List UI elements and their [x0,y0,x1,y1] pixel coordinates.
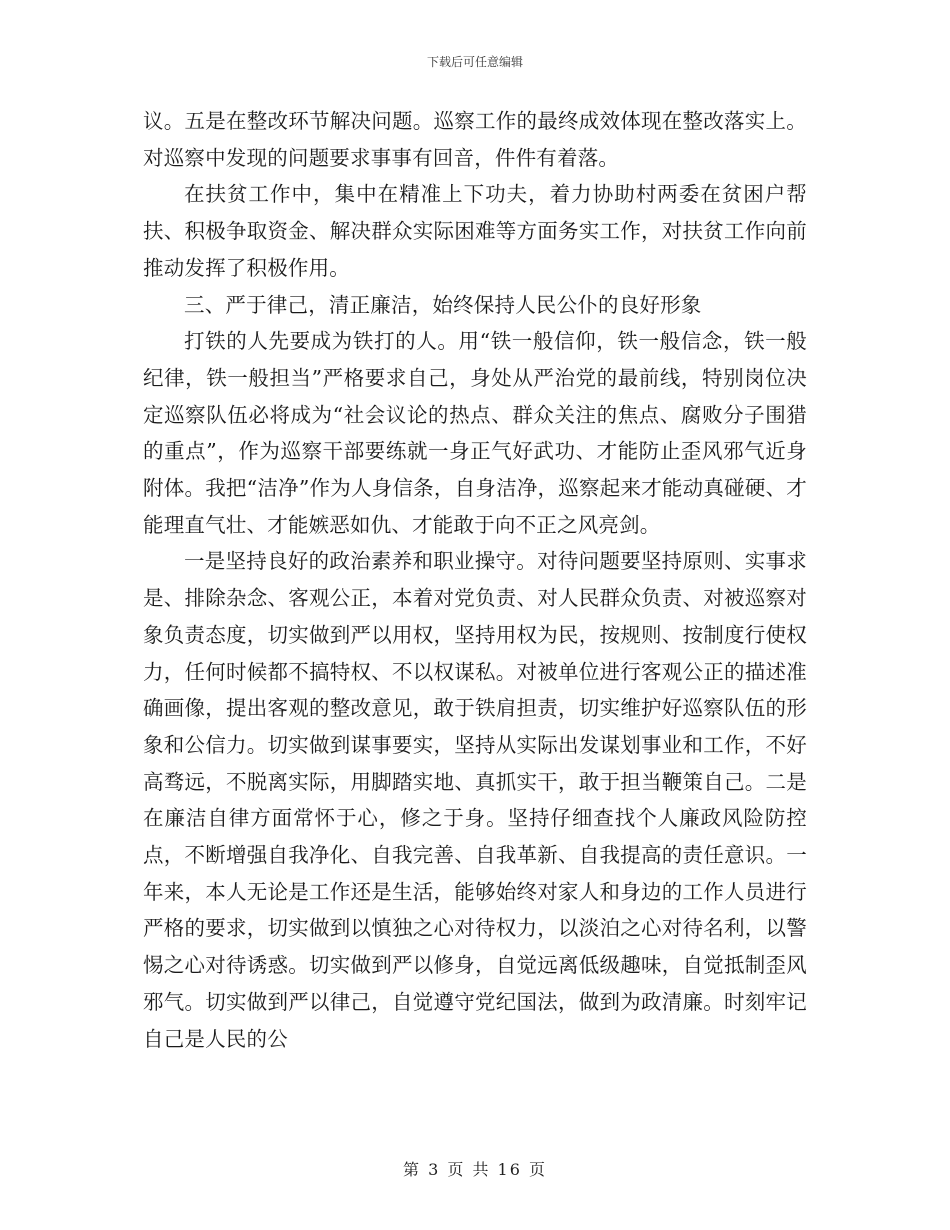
page-header: 下载后可任意编辑 [426,55,523,69]
paragraph: 打铁的人先要成为铁打的人。用“铁一般信仰，铁一般信念，铁一般纪律，铁一般担当”严格要求自己，身处从严治党的最前线，特别岗位决定巡察队伍必将成为“社会议论的热点、群众关注的焦点、腐败分子围猎的重点”，作为巡察干部要练就一身正气好武功、才能防止歪风邪气近身附体。我把“洁净”作为人身信条，自身洁净，巡察起来才能动真碰硬、才能理直气壮、才能嫉恶如仇、才能敢于向不正之风亮剑。 [143,329,807,537]
page-number-footer: 第 3 页 共 16 页 [403,1160,547,1179]
paragraph: 在扶贫工作中，集中在精准上下功夫，着力协助村两委在贫困户帮扶、积极争取资金、解决群众实际困难等方面务实工作，对扶贫工作向前推动发挥了积极作用。 [143,182,807,280]
section-heading: 三、严于律己，清正廉洁，始终保持人民公仆的良好形象 [184,292,702,317]
document-body [143,103,807,1057]
paragraph: 一是坚持良好的政治素养和职业操守。对待问题要坚持原则、实事求是、排除杂念、客观公正，本着对党负责、对人民群众负责、对被巡察对象负责态度，切实做到严以用权，坚持用权为民，按规则、按制度行使权力，任何时候都不搞特权、不以权谋私。对被单位进行客观公正的描述准确画像，提出客观的整改意见，敢于铁肩担责，切实维护好巡察队伍的形象和公信力。切实做到谋事要实，坚持从实际出发谋划事业和工作，不好高骛远，不脱离实际，用脚踏实地、真抓实干，敢于担当鞭策自己。二是在廉洁自律方面常怀于心，修之于身。坚持仔细查找个人廉政风险防控点，不断增强自我净化、自我完善、自我革新、自我提高的责任意识。一年来，本人无论是工作还是生活，能够始终对家人和身边的工作人员进行严格的要求，切实做到以慎独之心对待权力，以淡泊之心对待名利，以警惕之心对待诱惑。切实做到严以修身，自觉远离低级趣味，自觉抵制歪风邪气。切实做到严以律己，自觉遵守党纪国法，做到为政清廉。时刻牢记自己是人民的公 [143,549,807,1051]
paragraph: 议。五是在整改环节解决问题。巡察工作的最终成效体现在整改落实上。对巡察中发现的问题要求事事有回音，件件有着落。 [143,109,807,170]
